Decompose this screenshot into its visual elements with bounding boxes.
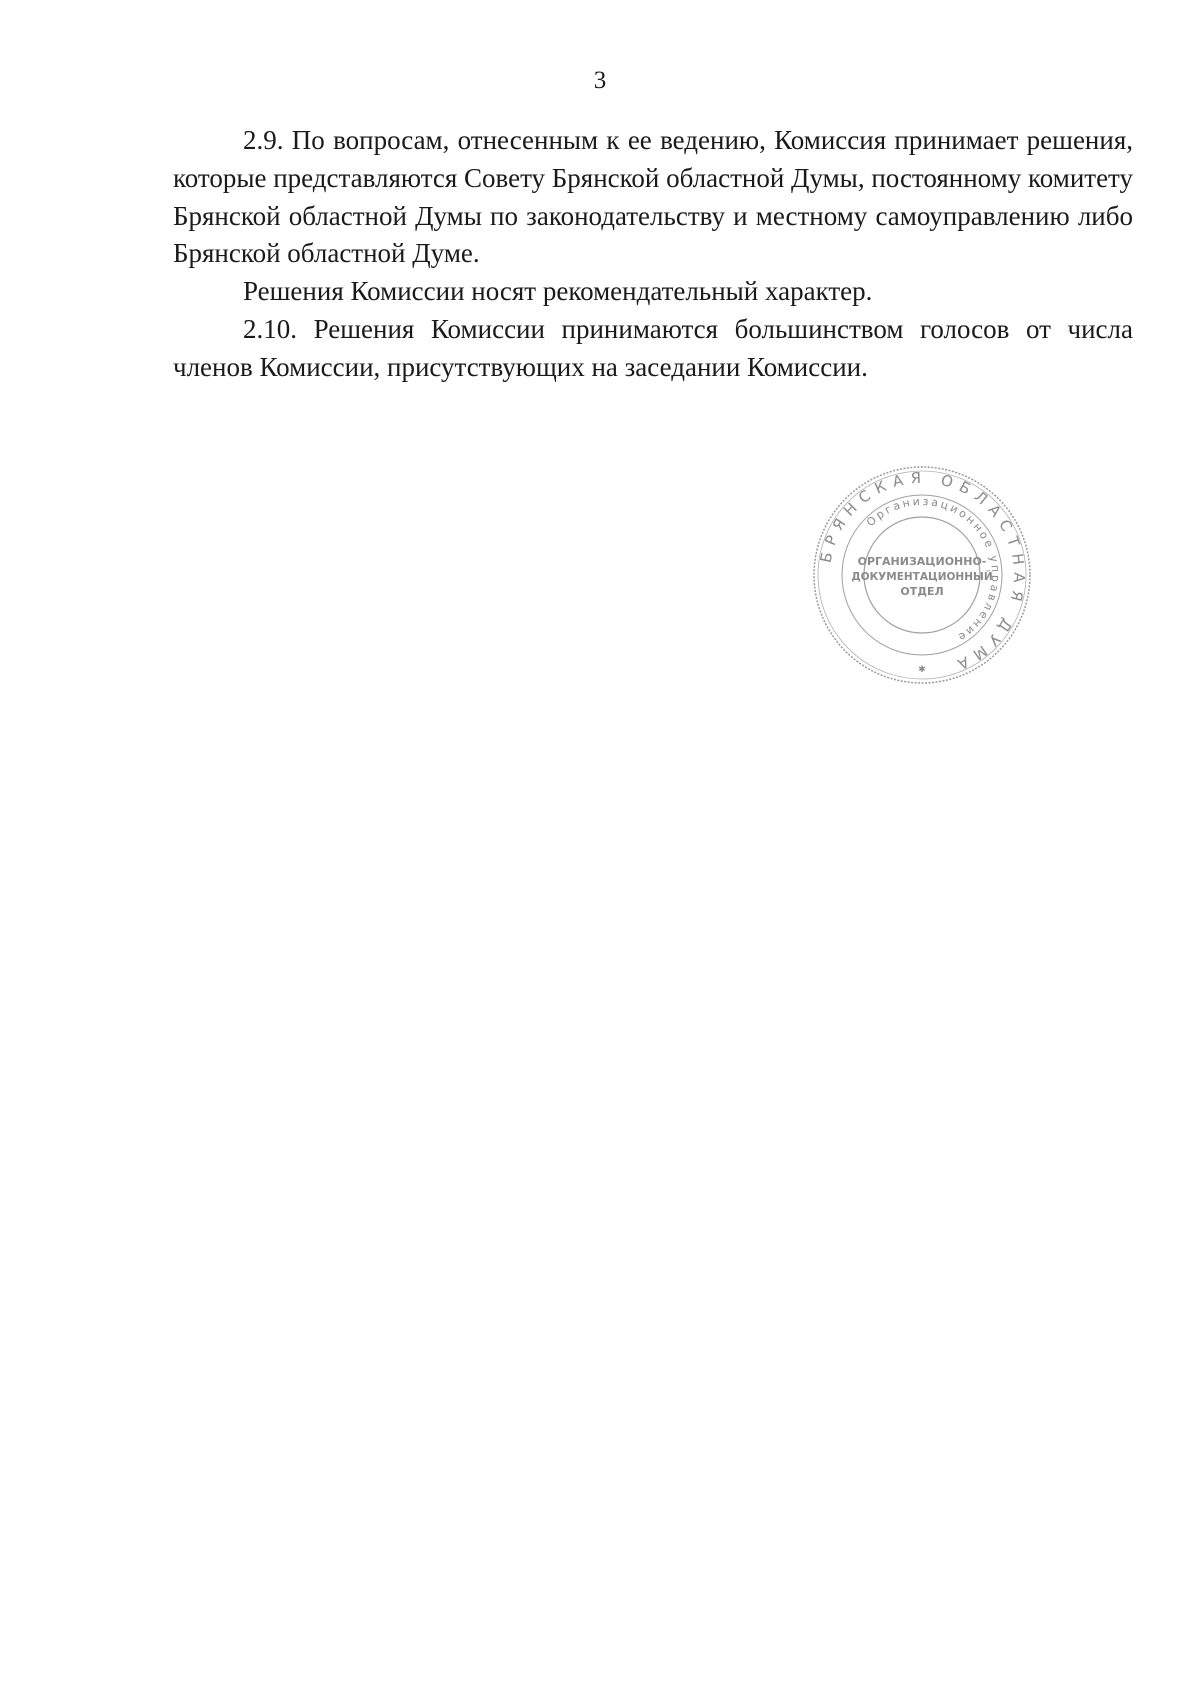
seal-inner-text: Организационное управление (864, 494, 1003, 646)
page-number: 3 (593, 67, 607, 94)
official-seal-stamp (810, 463, 1034, 687)
paragraph-2-10: 2.10. Решения Комиссии принимаются большинством голосов от числа членов Комиссии, присутствующих на заседании Комиссии. (173, 313, 1133, 382)
document-body (173, 122, 1133, 387)
seal-center-line-3: ОТДЕЛ (900, 585, 944, 598)
seal-center-line-1: ОРГАНИЗАЦИОННО- (857, 555, 987, 568)
seal-outer-text: БРЯНСКАЯ ОБЛАСТНАЯ ДУМА (816, 468, 1029, 676)
paragraph-recommendation: Решения Комиссии носят рекомендательный характер. (243, 276, 873, 307)
seal-graphic (810, 463, 1034, 687)
seal-center-line-2: ДОКУМЕНТАЦИОННЫЙ (851, 571, 993, 583)
seal-star-icon: ✱ (918, 665, 926, 675)
paragraph-2-9: 2.9. По вопросам, отнесенным к ее ведению, Комиссия принимает решения, которые представляются Совету Брянской областной Думы, постоянному комитету Брянской областной Думы по законодательству и местному самоуправлению либо Брянской областной Думе. (173, 125, 1133, 269)
